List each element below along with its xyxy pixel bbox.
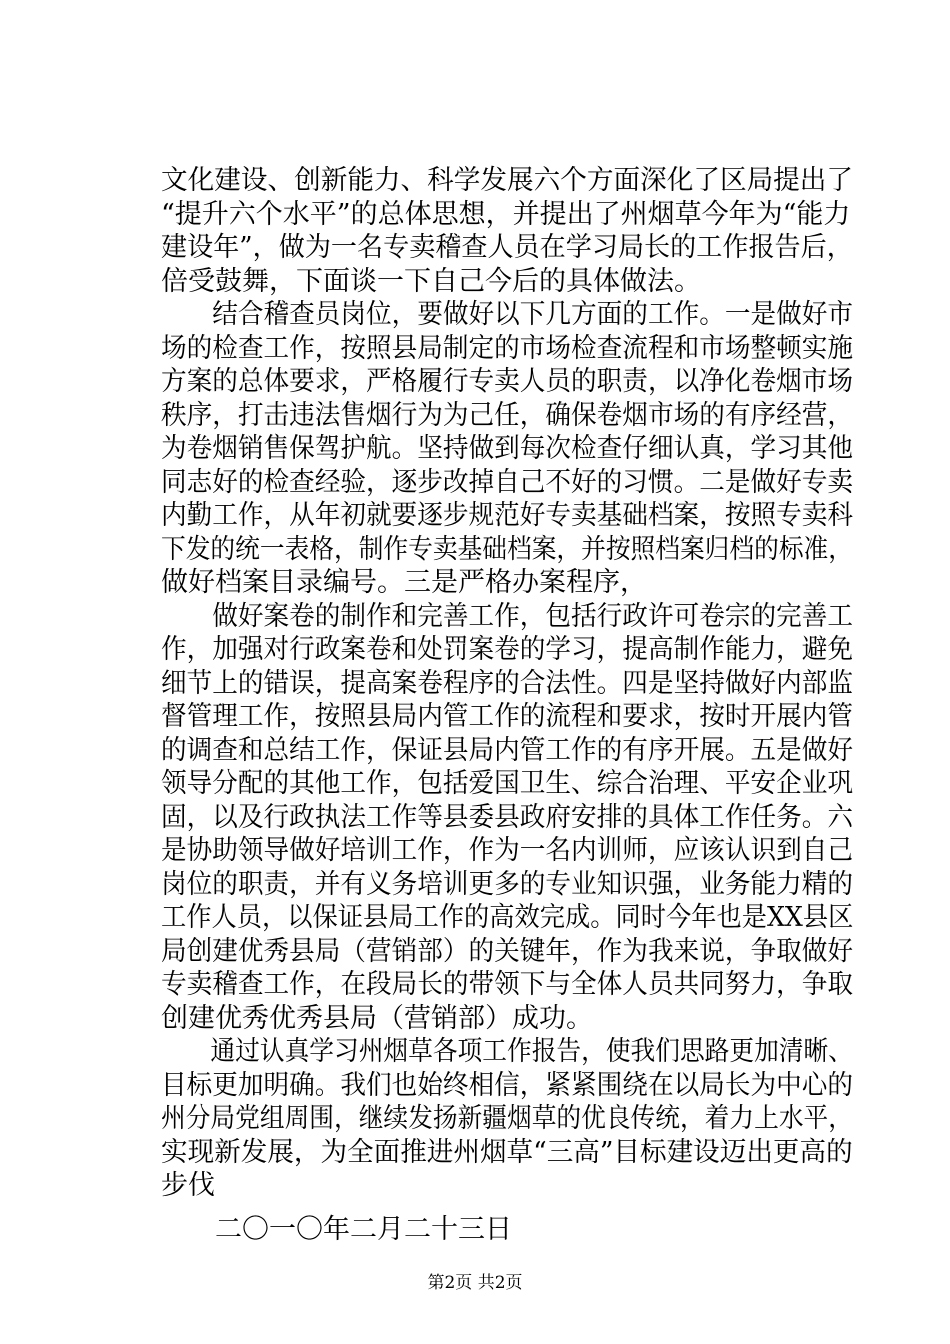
text-line: 通过认真学习州烟草各项工作报告，使我们思路更加清晰、 [161, 1036, 853, 1067]
text-line: 领导分配的其他工作，包括爱国卫生、综合治理、平安企业巩 [161, 768, 853, 799]
text-line: 目标更加明确。我们也始终相信，紧紧围绕在以局长为中心的 [161, 1069, 853, 1101]
text-line: 实现新发展，为全面推进州烟草“三高”目标建设迈出更高的 [161, 1136, 853, 1168]
text-line: 作，加强对行政案卷和处罚案卷的学习，提高制作能力，避免 [161, 634, 853, 665]
text-line: 方案的总体要求，严格履行专卖人员的职责，以净化卷烟市场 [161, 366, 853, 397]
text-line: 内勤工作，从年初就要逐步规范好专卖基础档案，按照专卖科 [161, 500, 853, 531]
text-line: 固，以及行政执法工作等县委县政府安排的具体工作任务。六 [161, 801, 853, 833]
text-line: 工作人员，以保证县局工作的高效完成。同时今年也是XX县区 [161, 902, 854, 933]
text-line: 为卷烟销售保驾护航。坚持做到每次检查仔细认真，学习其他 [161, 433, 853, 464]
text-line: 倍受鼓舞，下面谈一下自己今后的具体做法。 [161, 265, 701, 297]
text-line: 局创建优秀县局（营销部）的关键年，作为我来说，争取做好 [161, 935, 853, 967]
text-line: 州分局党组周围，继续发扬新疆烟草的优良传统，着力上水平， [161, 1103, 853, 1134]
text-line: 文化建设、创新能力、科学发展六个方面深化了区局提出了 [161, 165, 854, 196]
text-line: 步伐 [161, 1170, 215, 1201]
text-line: 场的检查工作，按照县局制定的市场检查流程和市场整顿实施 [161, 332, 853, 364]
text-line: 同志好的检查经验，逐步改掉自己不好的习惯。二是做好专卖 [161, 466, 853, 498]
text-line: 建设年”，做为一名专卖稽查人员在学习局长的工作报告后， [161, 232, 853, 263]
page-footer: 第2页 共2页 [427, 1273, 523, 1293]
date-line: 二〇一〇年二月二十三日 [161, 1213, 512, 1245]
text-line: 专卖稽查工作，在段局长的带领下与全体人员共同努力，争取 [161, 969, 853, 1000]
text-line: 岗位的职责，并有义务培训更多的专业知识强，业务能力精的 [161, 868, 853, 900]
text-line: 细节上的错误，提高案卷程序的合法性。四是坚持做好内部监 [161, 667, 853, 699]
text-line: 做好案卷的制作和完善工作，包括行政许可卷宗的完善工 [161, 600, 853, 632]
text-line: “提升六个水平”的总体思想，并提出了州烟草今年为“能力 [161, 198, 851, 230]
text-line: 结合稽查员岗位，要做好以下几方面的工作。一是做好市 [161, 299, 853, 330]
text-line: 的调查和总结工作，保证县局内管工作的有序开展。五是做好 [161, 734, 853, 766]
text-line: 下发的统一表格，制作专卖基础档案，并按照档案归档的标准， [161, 533, 853, 565]
text-line: 督管理工作，按照县局内管工作的流程和要求，按时开展内管 [161, 701, 853, 732]
text-line: 做好档案目录编号。三是严格办案程序， [161, 567, 647, 598]
text-line: 秩序，打击违法售烟行为为己任，确保卷烟市场的有序经营， [161, 399, 853, 431]
text-line: 是协助领导做好培训工作，作为一名内训师，应该认识到自己 [161, 835, 853, 866]
text-line: 创建优秀优秀县局（营销部）成功。 [161, 1002, 593, 1034]
